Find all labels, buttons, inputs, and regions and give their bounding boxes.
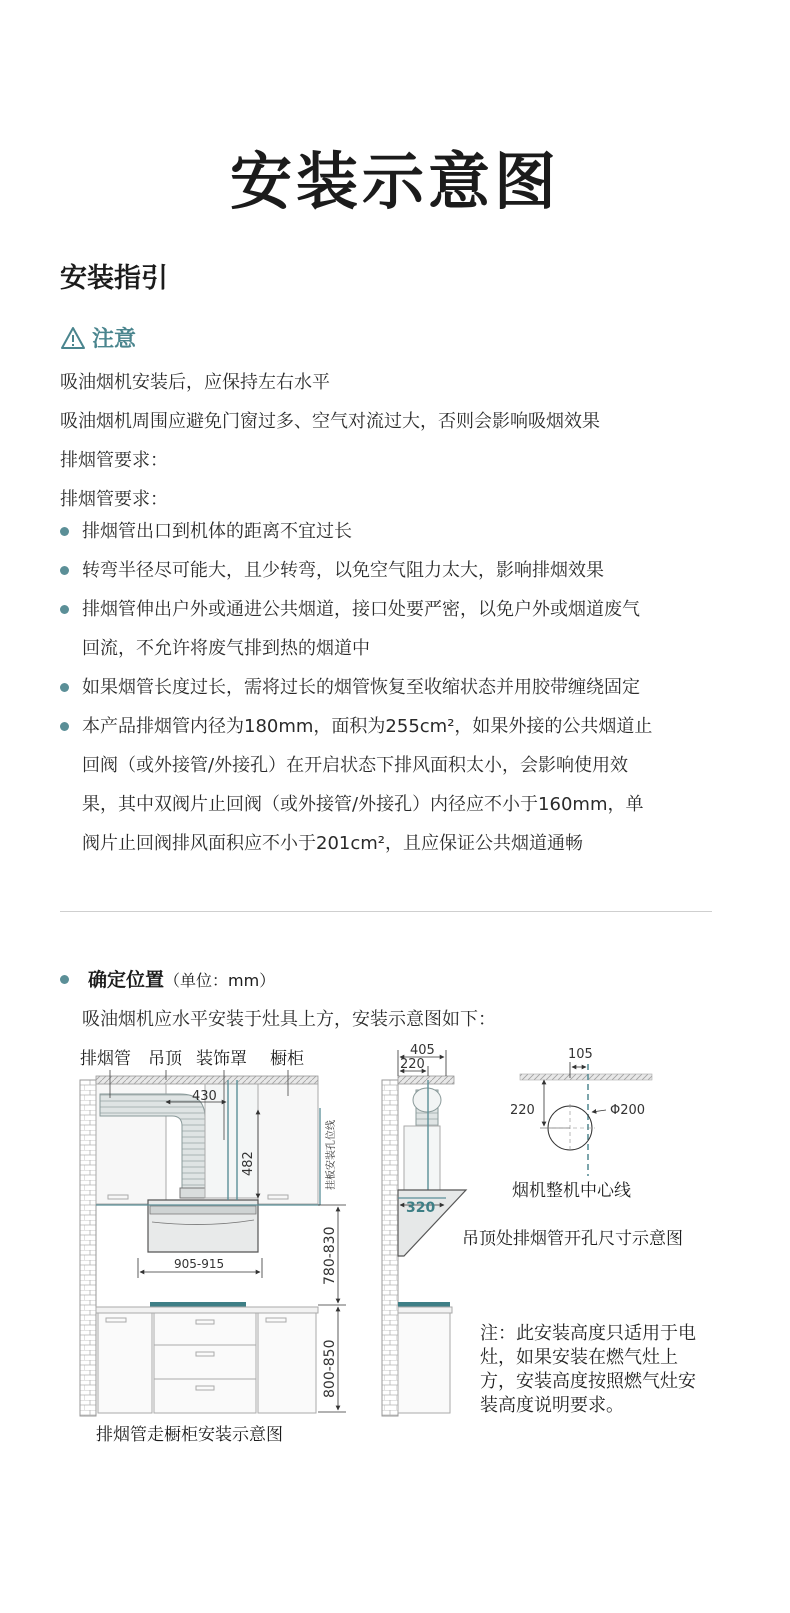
drawer xyxy=(154,1313,256,1345)
duct-connector xyxy=(180,1188,208,1198)
requirement-text: 排烟管伸出户外或通进公共烟道，接口处要严密，以免户外或烟道废气 xyxy=(82,599,640,620)
requirement-text: 果，其中双阀片止回阀（或外接管/外接孔）内径应不小于160mm，单 xyxy=(82,794,644,815)
centerline-label: 烟机整机中心线 xyxy=(512,1181,631,1201)
label-cover: 装饰罩 xyxy=(196,1049,247,1069)
intro-line: 排烟管要求： xyxy=(60,489,168,510)
section-title: 安装指引 xyxy=(60,263,168,294)
lower-cabinet xyxy=(398,1313,450,1413)
wall xyxy=(382,1080,398,1416)
position-description: 吸油烟机应水平安装于灶具上方，安装示意图如下： xyxy=(82,1009,496,1030)
ceiling-hole-diagram xyxy=(462,1047,683,1249)
requirement-text: 转弯半径尽可能大，且少转弯，以免空气阻力太大，影响排烟效果 xyxy=(82,560,604,581)
requirement-text: 排烟管出口到机体的距离不宜过长 xyxy=(82,521,352,542)
dim-220-side: 220 xyxy=(400,1057,425,1072)
dim-width: 905-915 xyxy=(174,1257,225,1271)
position-unit: （单位：mm） xyxy=(164,971,276,990)
requirement-text: 本产品排烟管内径为180mm，面积为255cm²，如果外接的公共烟道止 xyxy=(82,716,653,737)
countertop xyxy=(96,1307,318,1313)
drawer xyxy=(154,1345,256,1379)
requirement-text: 回流，不允许将废气排到热的烟道中 xyxy=(82,638,370,659)
label-exhaust-pipe: 排烟管 xyxy=(80,1049,131,1069)
dim-counter-height: 800-850 xyxy=(322,1339,338,1398)
requirement-text: 如果烟管长度过长，需将过长的烟管恢复至收缩状态并用胶带缠绕固定 xyxy=(82,677,640,698)
position-title-text: 确定位置 xyxy=(88,969,165,991)
cabinet-diagram xyxy=(80,1049,346,1445)
ceiling xyxy=(398,1076,454,1084)
dim-430: 430 xyxy=(192,1089,217,1104)
lower-cabinet xyxy=(98,1313,152,1413)
dim-482: 482 xyxy=(241,1151,256,1176)
cooktop xyxy=(398,1302,450,1307)
intro-line: 吸油烟机安装后，应保持左右水平 xyxy=(60,372,330,393)
dim-405: 405 xyxy=(410,1043,435,1058)
cooktop xyxy=(150,1302,246,1307)
requirement-text: 阀片止回阀排风面积应不小于201cm²，且应保证公共烟道通畅 xyxy=(82,833,584,854)
diagram1-caption: 排烟管走橱柜安装示意图 xyxy=(96,1425,283,1445)
install-note: 注：此安装高度只适用于电灶，如果安装在燃气灶上方，安装高度按照燃气灶安装高度说明要求。 xyxy=(480,1323,696,1416)
diagram3-caption: 吊顶处排烟管开孔尺寸示意图 xyxy=(462,1229,683,1249)
intro-line: 吸油烟机周围应避免门窗过多、空气对流过大，否则会影响吸烟效果 xyxy=(60,411,600,432)
dim-diameter: Φ200 xyxy=(610,1103,646,1118)
lower-cabinet xyxy=(258,1313,316,1413)
notice-label: 注意 xyxy=(92,327,137,352)
wall xyxy=(80,1080,96,1416)
ceiling xyxy=(96,1076,318,1084)
label-ceiling: 吊顶 xyxy=(148,1049,182,1069)
ceiling xyxy=(520,1074,652,1080)
requirement-text: 回阀（或外接管/外接孔）在开启状态下排风面积太小，会影响使用效 xyxy=(82,755,629,776)
drawer xyxy=(154,1379,256,1413)
decorative-cover xyxy=(404,1126,440,1190)
dim-105: 105 xyxy=(568,1047,593,1062)
dim-hood-height: 780-830 xyxy=(322,1226,338,1285)
intro-line: 排烟管要求： xyxy=(60,450,168,471)
label-cabinet: 橱柜 xyxy=(270,1049,304,1069)
side-view-diagram xyxy=(382,1043,466,1416)
page-title: 安装示意图 xyxy=(229,145,560,218)
dim-320: 320 xyxy=(406,1200,436,1216)
mounting-line-label: 挂板安装孔位线 xyxy=(326,1120,337,1190)
dim-220-hole: 220 xyxy=(510,1103,535,1118)
upper-cabinet xyxy=(258,1084,318,1204)
